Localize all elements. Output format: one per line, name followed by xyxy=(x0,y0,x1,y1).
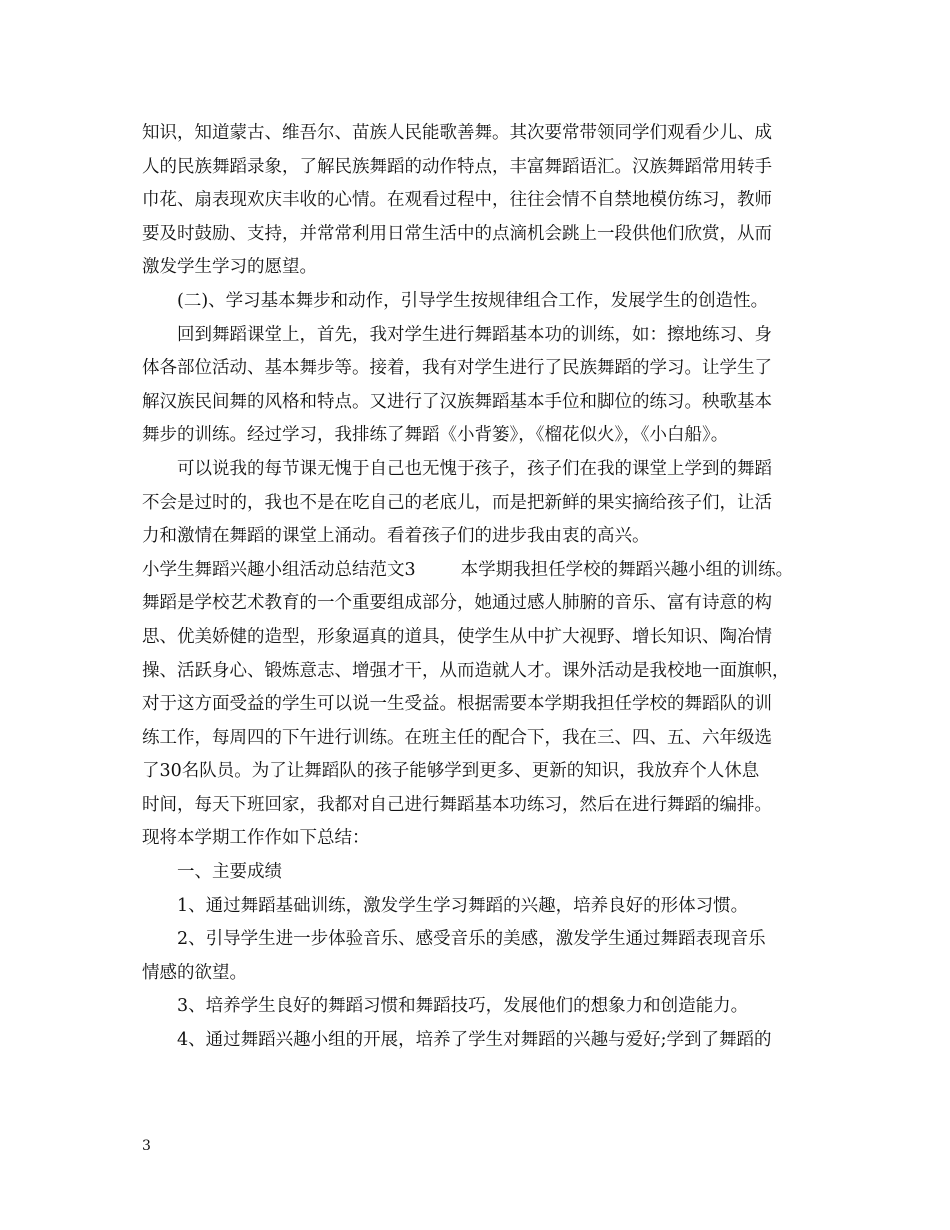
text-line: 舞步的训练。经过学习，我排练了舞蹈《小背篓》，《榴花似火》，《小白船》。 xyxy=(142,425,729,446)
text-line: 对于这方面受益的学生可以说一生受益。根据需要本学期我担任学校的舞蹈队的训 xyxy=(142,694,772,715)
list-item: 1、通过舞蹈基础训练，激发学生学习舞蹈的兴趣，培养良好的形体习惯。 xyxy=(177,895,749,916)
article-title-line xyxy=(142,554,822,588)
text-line: 巾花、扇表现欢庆丰收的心情。在观看过程中，往往会情不自禁地模仿练习，教师 xyxy=(142,190,772,211)
paragraph-continued xyxy=(142,117,822,285)
text-line: 了30名队员。为了让舞蹈队的孩子能够学到更多、更新的知识，我放弃个人休息 xyxy=(142,761,760,782)
text-line: 操、活跃身心、锻炼意志、增强才干，从而造就人才。课外活动是我校地一面旗帜， xyxy=(142,660,790,681)
text-line: 人的民族舞蹈录象，了解民族舞蹈的动作特点，丰富舞蹈语汇。汉族舞蹈常用转手 xyxy=(142,156,772,177)
article-title: 小学生舞蹈兴趣小组活动总结范文3 xyxy=(142,559,416,580)
paragraph-introduction xyxy=(142,587,822,856)
section-heading-2: (二)、学习基本舞步和动作，引导学生按规律组合工作，发展学生的创造性。 xyxy=(177,290,769,311)
text-line: 练工作，每周四的下午进行训练。在班主任的配合下，我在三、四、五、六年级选 xyxy=(142,727,772,748)
text-line: 2、引导学生进一步体验音乐、感受音乐的美感，激发学生通过舞蹈表现音乐 xyxy=(177,929,766,950)
text-line: 知识，知道蒙古、维吾尔、苗族人民能歌善舞。其次要常带领同学们观看少儿、成 xyxy=(142,123,772,143)
text-line: 时间，每天下班回家，我都对自己进行舞蹈基本功练习，然后在进行舞蹈的编排。 xyxy=(142,794,772,815)
text-line: 舞蹈是学校艺术教育的一个重要组成部分，她通过感人肺腑的音乐、富有诗意的构 xyxy=(142,593,772,614)
paragraph-basic-steps xyxy=(142,319,822,453)
text-line: 力和激情在舞蹈的课堂上涌动。看着孩子们的进步我由衷的高兴。 xyxy=(142,526,650,547)
text-line: 体各部位活动、基本舞步等。接着，我有对学生进行了民族舞蹈的学习。让学生了 xyxy=(142,358,772,379)
text-line: 激发学生学习的愿望。 xyxy=(142,257,317,278)
list-item: 4、通过舞蹈兴趣小组的开展，培养了学生对舞蹈的兴趣与爱好;学到了舞蹈的 xyxy=(177,1030,772,1051)
text-line: 现将本学期工作作如下总结： xyxy=(142,828,370,849)
section-heading-1: 一、主要成绩 xyxy=(177,862,282,883)
article-intro: 本学期我担任学校的舞蹈兴趣小组的训练。 xyxy=(460,559,794,580)
page-number: 3 xyxy=(142,1138,151,1154)
text-line: 可以说我的每节课无愧于自己也无愧于孩子，孩子们在我的课堂上学到的舞蹈 xyxy=(177,458,772,479)
text-line: 要及时鼓励、支持，并常常利用日常生活中的点滴机会跳上一段供他们欣赏，从而 xyxy=(142,223,772,244)
text-line: 解汉族民间舞的风格和特点。又进行了汉族舞蹈基本手位和脚位的练习。秧歌基本 xyxy=(142,391,772,412)
document-body xyxy=(142,117,822,1058)
text-line: 情感的欲望。 xyxy=(142,962,247,983)
text-line: 思、优美娇健的造型，形象逼真的道具，使学生从中扩大视野、增长知识、陶冶情 xyxy=(142,626,772,647)
list-item xyxy=(142,923,822,990)
paragraph-reflection xyxy=(142,453,822,554)
text-line: 不会是过时的，我也不是在吃自己的老底儿，而是把新鲜的果实摘给孩子们，让活 xyxy=(142,492,772,513)
text-line: 回到舞蹈课堂上，首先，我对学生进行舞蹈基本功的训练，如：擦地练习、身 xyxy=(177,324,772,345)
list-item: 3、培养学生良好的舞蹈习惯和舞蹈技巧，发展他们的想象力和创造能力。 xyxy=(177,996,749,1017)
